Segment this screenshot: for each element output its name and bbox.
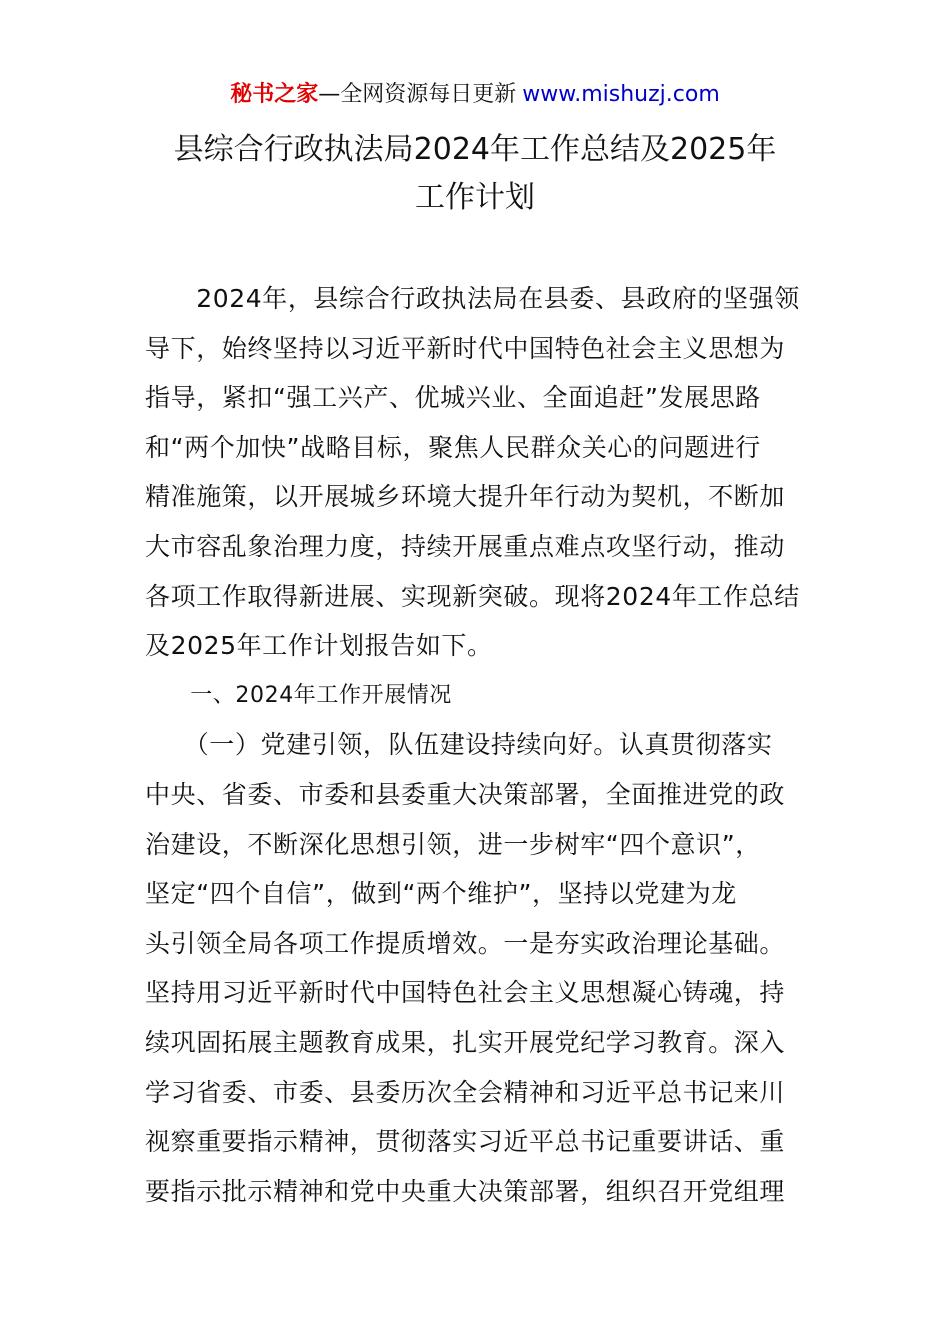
site-tagline: —全网资源每日更新: [318, 82, 517, 107]
paragraph-line: 续巩固拓展主题教育成果，扎实开展党纪学习教育。深入: [145, 1027, 786, 1057]
paragraph-line: 坚定“四个自信”，做到“两个维护”，坚持以党建为龙: [145, 879, 737, 909]
paragraph-line: 要指示批示精神和党中央重大决策部署，组织召开党组理: [145, 1176, 786, 1206]
section-heading: 一、2024年工作开展情况: [145, 682, 452, 708]
paragraph-line: 指导，紧扣“强工兴产、优城兴业、全面追赶”发展思路: [145, 383, 761, 413]
paragraph-line: 2024年，县综合行政执法局在县委、县政府的坚强领: [145, 284, 800, 313]
site-url-link[interactable]: www.mishuzj.com: [522, 82, 720, 107]
paragraph-line: 大市容乱象治理力度，持续开展重点难点攻坚行动，推动: [145, 531, 786, 561]
paragraph-line: 中央、省委、市委和县委重大决策部署，全面推进党的政: [145, 779, 786, 809]
brand-name: 秘书之家: [230, 82, 319, 107]
paragraph-line: 及2025年工作计划报告如下。: [145, 631, 493, 661]
title-line: 县综合行政执法局2024年工作总结及2025年: [173, 132, 777, 167]
paragraph-line: 学习省委、市委、县委历次全会精神和习近平总书记来川: [145, 1077, 786, 1107]
site-header: [0, 78, 950, 112]
paragraph-line: 导下，始终坚持以习近平新时代中国特色社会主义思想为: [145, 333, 786, 363]
document-title: [120, 126, 830, 222]
document-body: [145, 274, 810, 1216]
paragraph-line: 头引领全局各项工作提质增效。一是夯实政治理论基础。: [145, 928, 786, 958]
paragraph-line: 和“两个加快”战略目标，聚焦人民群众关心的问题进行: [145, 432, 761, 462]
paragraph-line: 精准施策，以开展城乡环境大提升年行动为契机，不断加: [145, 482, 786, 512]
paragraph-line: 治建设，不断深化思想引领，进一步树牢“四个意识”，: [145, 829, 761, 859]
paragraph-line: 各项工作取得新进展、实现新突破。现将2024年工作总结: [145, 581, 800, 611]
paragraph-line: 视察重要指示精神，贯彻落实习近平总书记重要讲话、重: [145, 1127, 786, 1157]
paragraph-line: （一）党建引领，队伍建设持续向好。认真贯彻落实: [145, 730, 773, 760]
title-line: 工作计划: [415, 180, 535, 215]
paragraph-line: 坚持用习近平新时代中国特色社会主义思想凝心铸魂，持: [145, 978, 786, 1008]
